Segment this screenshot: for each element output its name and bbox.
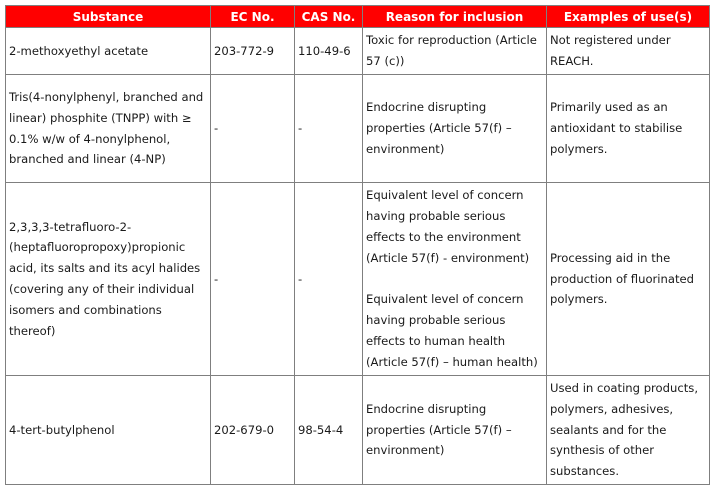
cas-number-cell: - [295,75,363,183]
uses-cell: Used in coating products, polymers, adhesives, sealants and for the synthesis of other substances. [547,376,710,485]
substance-cell: Tris(4-nonylphenyl, branched and linear) phosphite (TNPP) with ≥ 0.1% w/w of 4-nonylphenol, branched and linear (4-NP) [6,75,211,183]
reason-text: Endocrine disrupting properties (Article 57(f) – environment) [366,401,512,458]
table-row [6,75,710,183]
cas-number-cell: 98-54-4 [295,376,363,485]
ec-number-cell: 203-772-9 [211,28,295,75]
reason-cell [363,376,547,485]
substance-cell: 4-tert-butylphenol [6,376,211,485]
table-row [6,376,710,485]
table-row [6,183,710,376]
reason-text: Toxic for reproduction (Article 57 (c)) [366,33,537,68]
reason-text: Equivalent level of concern having probable serious effects to human health (Article 57(f) – human health) [366,292,538,369]
substance-cell: 2,3,3,3-tetrafluoro-2-(heptafluoropropoxy)propionic acid, its salts and its acyl halides (covering any of their individual isomers and combinations thereof) [6,183,211,376]
cas-number-cell: - [295,183,363,376]
uses-cell: Processing aid in the production of fluorinated polymers. [547,183,710,376]
reason-cell [363,28,547,75]
substance-cell: 2-methoxyethyl acetate [6,28,211,75]
header-reason: Reason for inclusion [363,6,547,28]
ec-number-cell: 202-679-0 [211,376,295,485]
reason-spacer [366,269,544,290]
reason-text: Endocrine disrupting properties (Article 57(f) – environment) [366,100,512,156]
reason-cell [363,75,547,183]
header-uses: Examples of use(s) [547,6,710,28]
header-row [6,6,710,28]
reason-text: Equivalent level of concern having probable serious effects to the environment (Article 57(f) - environment) [366,188,530,265]
ec-number-cell: - [211,183,295,376]
cas-number-cell: 110-49-6 [295,28,363,75]
uses-cell: Not registered under REACH. [547,28,710,75]
header-substance: Substance [6,6,211,28]
header-cas-no: CAS No. [295,6,363,28]
svhc-substance-table [5,5,710,485]
header-ec-no: EC No. [211,6,295,28]
reason-cell [363,183,547,376]
ec-number-cell: - [211,75,295,183]
uses-cell: Primarily used as an antioxidant to stabilise polymers. [547,75,710,183]
table-row [6,28,710,75]
